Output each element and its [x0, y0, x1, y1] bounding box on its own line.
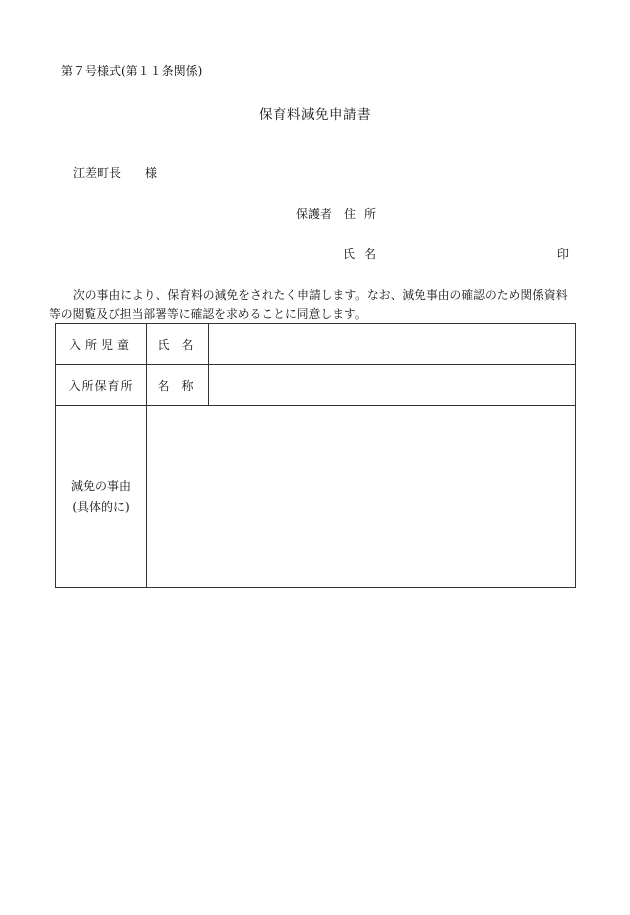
reason-label-line-1: 減免の事由 — [70, 478, 131, 493]
reason-field[interactable] — [147, 406, 576, 588]
statement-line-1: 次の事由により、保育料の減免をされたく申請します。なお、減免事由の確認のため関係資料 — [73, 288, 568, 302]
facility-name-field[interactable] — [209, 365, 576, 406]
table-row-facility — [56, 365, 576, 406]
form-number: 第７号様式(第１１条関係) — [61, 64, 203, 78]
application-table — [55, 323, 576, 588]
facility-name-label: 名称 — [147, 365, 209, 406]
seal-mark: 印 — [557, 247, 570, 261]
reason-label — [56, 406, 147, 588]
child-name-field[interactable] — [209, 324, 576, 365]
table-row-reason — [56, 406, 576, 588]
guardian-name-label: 氏名 — [343, 247, 386, 261]
addressee-name: 江差町長 — [73, 166, 122, 180]
child-label: 入所児童 — [56, 324, 147, 365]
consent-statement — [49, 286, 577, 324]
child-name-label: 氏名 — [147, 324, 209, 365]
address-label: 住所 — [344, 207, 385, 221]
guardian-role-label: 保護者 — [296, 207, 333, 221]
reason-label-line-2: (具体的に) — [72, 499, 130, 514]
facility-label: 入所保育所 — [56, 365, 147, 406]
addressee-honorific: 様 — [145, 166, 158, 180]
document-title: 保育料減免申請書 — [259, 107, 371, 123]
guardian-address-row — [296, 205, 384, 222]
statement-line-2: 等の閲覧及び担当部署等に確認を求めることに同意します。 — [49, 307, 367, 321]
table-row-child — [56, 324, 576, 365]
addressee — [73, 164, 157, 181]
